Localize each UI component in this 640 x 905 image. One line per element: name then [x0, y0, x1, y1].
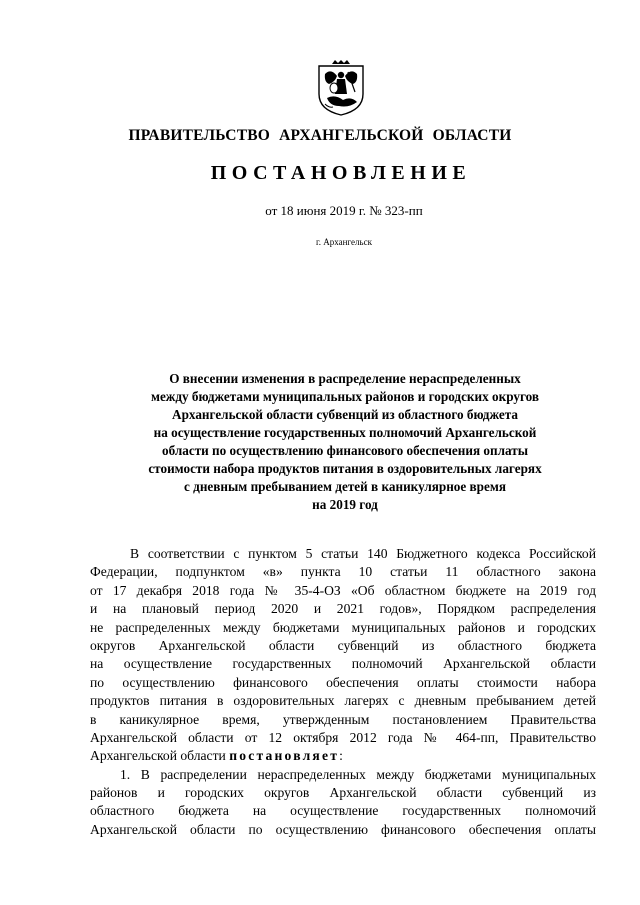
document-date-number: от 18 июня 2019 г. № 323-пп	[265, 203, 423, 218]
body-line: областного бюджета на осуществление государственных полномочий	[90, 803, 596, 819]
body-line: Федерации, подпунктом «в» пункта 10 статьи 11 областного закона	[90, 564, 596, 580]
body-line: от 17 декабря 2018 года № 35-4-ОЗ «Об областном бюджете на 2019 год	[90, 582, 596, 598]
document-title	[110, 370, 580, 514]
body-line: не распределенных между бюджетами муниципальных районов и городских	[90, 619, 596, 635]
title-line: стоимости набора продуктов питания в оздоровительных лагерях	[148, 461, 542, 476]
document-type: ПОСТАНОВЛЕНИЕ	[210, 162, 472, 184]
title-line: на осуществление государственных полномочий Архангельской	[153, 425, 537, 440]
title-line: О внесении изменения в распределение нераспределенных	[169, 371, 521, 386]
body-line: Архангельской области от 12 октября 2012 года № 464-пп, Правительство	[90, 729, 596, 745]
body-line: в каникулярное время, утвержденным постановлением Правительства	[90, 711, 596, 727]
title-line: с дневным пребыванием детей в каникулярное время	[184, 479, 506, 494]
arkhangelsk-coat-of-arms-icon	[315, 60, 367, 116]
body-line-prefix: Архангельской области	[90, 748, 230, 764]
title-line: между бюджетами муниципальных районов и городских округов	[150, 389, 540, 404]
body-line: продуктов питания в оздоровительных лагерях с дневным пребыванием детей	[90, 693, 596, 709]
body-line: 1. В распределении нераспределенных между бюджетами муниципальных	[120, 766, 596, 782]
body-line: В соответствии с пунктом 5 статьи 140 Бюджетного кодекса Российской	[130, 546, 596, 561]
body-line: на осуществление государственных полномочий Архангельской области	[90, 656, 596, 672]
government-name: ПРАВИТЕЛЬСТВО АРХАНГЕЛЬСКОЙ ОБЛАСТИ	[128, 127, 512, 144]
document-place: г. Архангельск	[316, 237, 372, 247]
body-line-suffix: :	[339, 748, 343, 764]
body-line: округов Архангельской области субвенций из областного бюджета	[90, 637, 596, 653]
title-line: области по осуществлению финансового обеспечения оплаты	[161, 443, 529, 458]
title-line: Архангельской области субвенций из областного бюджета	[172, 407, 518, 422]
body-line: и на плановый период 2020 и 2021 годов», Порядком распределения	[90, 601, 596, 617]
body-line: по осуществлению финансового обеспечения оплаты стоимости набора	[90, 674, 596, 690]
document-body	[90, 545, 596, 839]
body-line-resolution	[90, 747, 596, 765]
body-line: районов и городских округов Архангельской области субвенций из	[90, 785, 596, 801]
body-line: Архангельской области по осуществлению финансового обеспечения оплаты	[90, 821, 596, 837]
title-line: на 2019 год	[312, 497, 378, 512]
resolves-word: постановляет	[229, 748, 340, 764]
